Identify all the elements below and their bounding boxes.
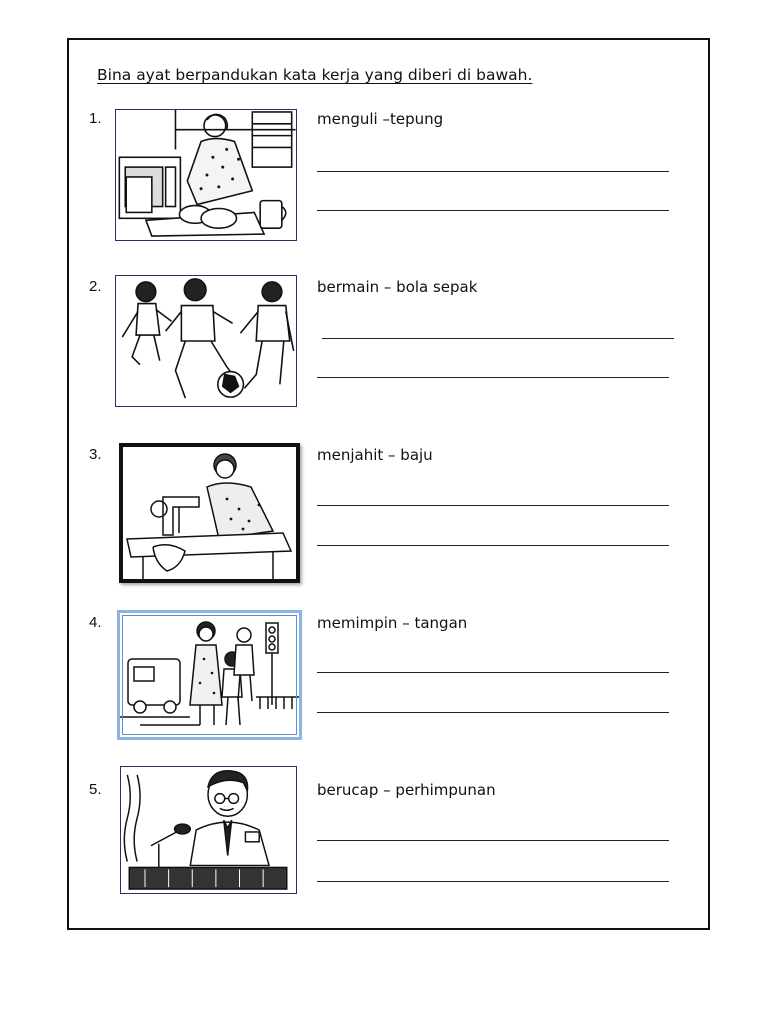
item-4-number: 4. (89, 614, 102, 631)
item-3-number: 3. (89, 446, 102, 463)
item-3-answer-line-2[interactable] (317, 545, 669, 546)
item-1-number: 1. (89, 110, 102, 127)
item-2-keyword: bermain – bola sepak (317, 278, 478, 296)
mother-leading-child-icon (117, 610, 302, 740)
item-3-keyword: menjahit – baju (317, 446, 433, 464)
item-1-answer-line-2[interactable] (317, 210, 669, 211)
item-4-keyword: memimpin – tangan (317, 614, 468, 632)
item-2-answer-line-2[interactable] (317, 377, 669, 378)
item-5-answer-line-1[interactable] (317, 840, 669, 841)
item-5-answer-line-2[interactable] (317, 881, 669, 882)
item-1-keyword: menguli –tepung (317, 110, 444, 128)
item-2-answer-line-1[interactable] (322, 338, 674, 339)
item-3-answer-line-1[interactable] (317, 505, 669, 506)
item-4-answer-line-1[interactable] (317, 672, 669, 673)
item-5-keyword: berucap – perhimpunan (317, 781, 496, 799)
item-5-number: 5. (89, 781, 102, 798)
boys-playing-football-icon (115, 275, 297, 407)
item-1-answer-line-1[interactable] (317, 171, 669, 172)
woman-sewing-machine-icon (119, 443, 300, 583)
item-4-answer-line-2[interactable] (317, 712, 669, 713)
woman-kneading-dough-icon (115, 109, 297, 241)
worksheet-instruction: Bina ayat berpandukan kata kerja yang diberi di bawah. (97, 66, 533, 84)
man-giving-speech-icon (120, 766, 297, 894)
item-2-number: 2. (89, 278, 102, 295)
